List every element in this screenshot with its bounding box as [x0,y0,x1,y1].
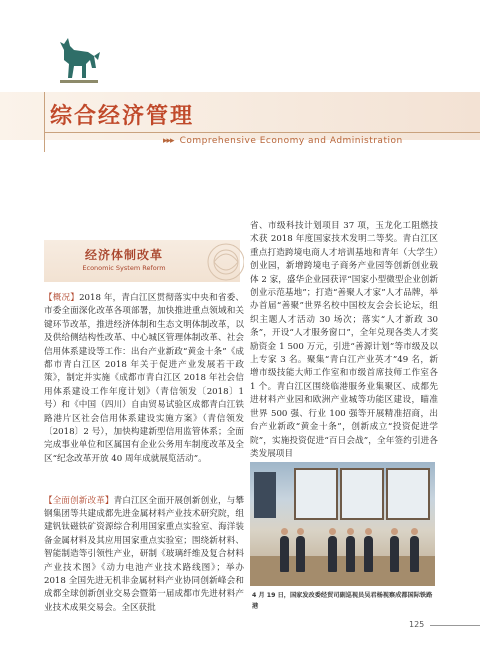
innovation-tag: 【全面创新改革】 [44,495,114,506]
display-screen [254,472,276,518]
person [390,536,399,572]
innovation-paragraph [44,486,244,624]
continued-paragraph [250,220,438,461]
person [364,536,373,572]
overview-text: 2018 年，青白江区贯彻落实中央和省委、市委全面深化改革各项部署，加快推进重点领域和关键环节改革，推进经济体制和生态文明体制改革，以及供给侧结构性改革、中心城区管理体制改革、社会信用体系建设等工作：出台产业新政“黄金十条”《成都市青白江区 2018 年关于促进产业发展若干政策》，制定并实施《成都市青白江区 2018 年社会信用体系建设工作年度计划》（青信领发〔2018〕1 号）和《中国（四川）自由贸易试验区成都青白江铁路港片区社会信用体系建设实施方案》（青信领发〔2018〕2 号），加快构建新型信用监管体系；全面完成事业单位和区属国有企业公务用车制度改革及全区“纪念改革开放 40 周年成就展览活动”。 [44,293,244,464]
window-pane [386,468,430,520]
page-number: 125 [409,620,425,629]
chapter-subtitle [163,136,403,146]
chapter-title: 综合经济管理 [50,103,195,129]
person-head [297,528,304,535]
seal-ornament-icon [200,236,244,286]
overview-tag: 【概况】 [44,293,80,303]
window-pane [340,468,384,520]
window-pane [294,468,338,520]
floor [250,556,435,586]
person [328,536,337,572]
header-divider [44,92,45,152]
innovation-text: 青白江区全面开展创新创业，与攀钢集团等共建成都先进金属材料产业技术研究院，组建钒钛磁铁矿资源综合利用国家重点实验室、海洋装备金属材料及其应用国家重点实验室；围绕新材料、智能制造等引领性产业，研制《玻璃纤维及复合材料产业技术图》《动力电池产业技术路线图》；举办 2018 全国先进无机非金属材料产业协同创新峰会和成都全球创新创业交易会暨第一届成都市先进材料产业技术成果交易会。全区获批 [44,495,244,613]
person-head [411,528,418,535]
chapter-subtitle-text: Comprehensive Economy and Administration [179,136,403,146]
continued-text: 省、市级科技计划项目 37 项，玉龙化工阻燃技术获 2018 年度国家技术发明二等奖。青白江区重点打造跨境电商人才培训基地和青年（大学生）创业园，新增跨境电子商务产业园等创新创业载体 2 家，盛华企业园获评“国家小型微型企业创新创业示范基地”；打造“善聚人才家”人才品牌，举办首届“善聚”世界名校中国校友会会长论坛，组织主题人才活动 30 场次；落实“人才新政 30 条”，开设“人才服务窗口”，全年兑现各类人才奖励资金 1 500 万元，引进“善源计划”等市级及以上专家 3 名。聚集“青白江产业英才”49 名，新增市级技能大师工作室和市级首席技师工作室各 1 个。青白江区围绕临港服务业集聚区、成都先进材料产业园和欧洲产业城等功能区建设，瞄准世界 500 强、行业 100 强等开展精准招商，出台产业新政“黄金十条”，创新成立“投资促进学院”，实施投资促进“百日会战”，全年签约引进各类发展项目 [250,221,438,459]
photo-caption: 4 月 19 日，国家发改委经贸司副巡视员吴君杨视察成都国际铁路港 [252,592,433,610]
header-rule [44,132,480,133]
person-head [281,528,288,535]
section-subtitle: Economic System Reform [82,264,166,272]
event-photo [250,462,435,586]
person [346,536,355,572]
person [280,536,289,572]
person-head [347,528,354,535]
arrow-icon: ▸▸▸ [163,136,174,146]
person [410,536,419,572]
person [296,536,305,572]
section-title: 经济体制改革 [84,248,163,262]
person-head [365,528,372,535]
person-head [329,528,336,535]
page-rule [430,625,480,626]
bronze-horse-icon [50,30,106,92]
overview-paragraph [44,292,244,466]
person-head [391,528,398,535]
